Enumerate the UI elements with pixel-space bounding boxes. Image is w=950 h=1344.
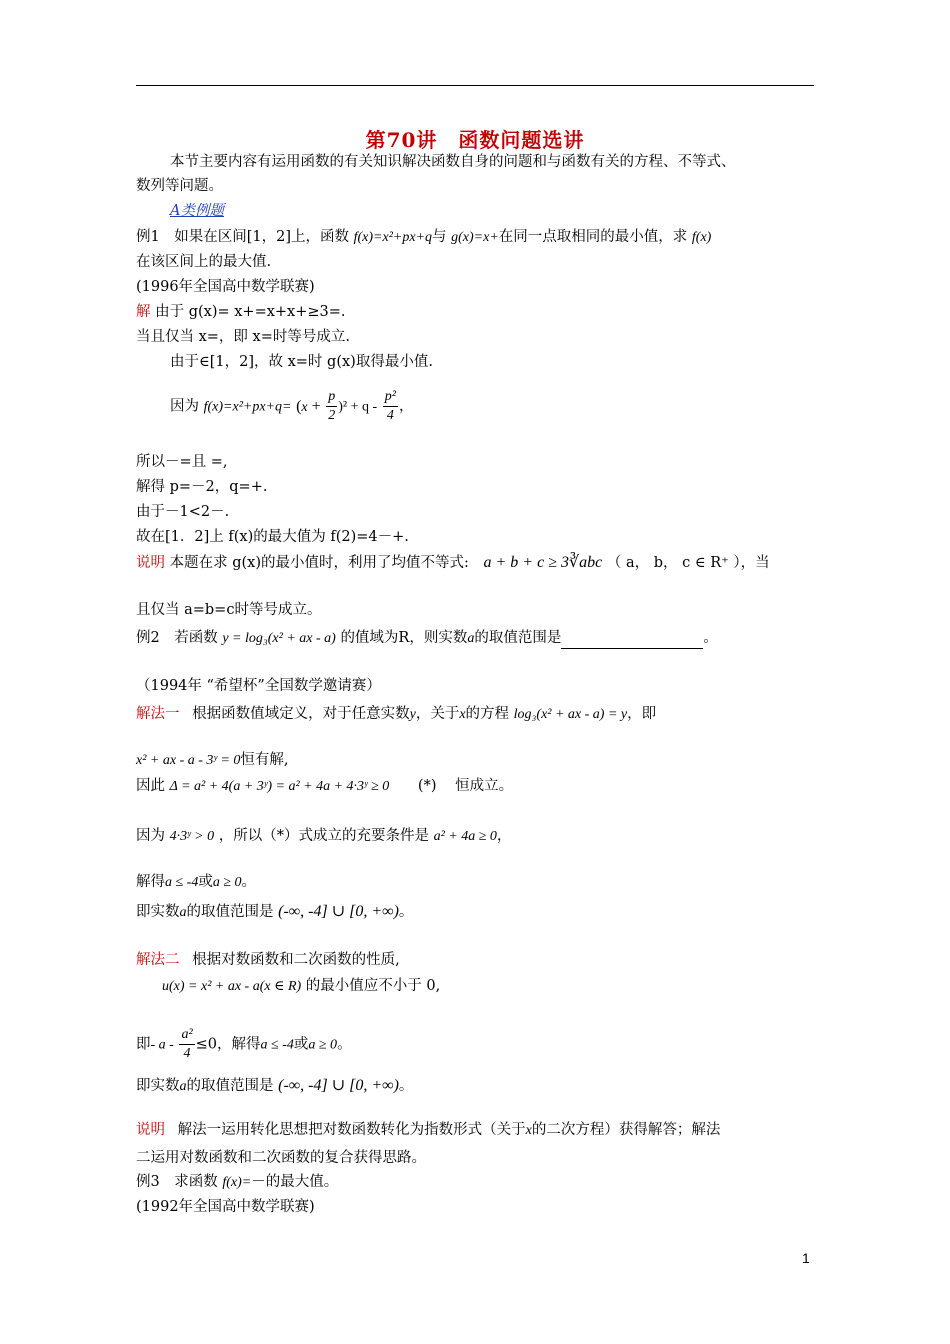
- ex1-solution-6: 解得 p=－2，q=+.: [136, 479, 268, 495]
- method2-label: 解法二: [136, 952, 180, 968]
- ex1-line-2: 在该区间上的最大值.: [136, 254, 272, 270]
- ex1-source: (1996年全国高中数学联赛): [136, 279, 315, 295]
- note-label-2: 说明: [136, 1122, 165, 1138]
- fraction-p-over-2: $\frac{p}{2}$: [328, 389, 336, 423]
- ex1-note-2: 且仅当 a=b=c时等号成立。: [136, 602, 322, 618]
- ex1-solution-1: 解 由于 g(x)= x+=x+x+≥3=.: [136, 304, 346, 320]
- intro-line-1: 本节主要内容有运用函数的有关知识解决函数自身的问题和与函数有关的方程、不等式、: [170, 154, 736, 170]
- fraction-a2-over-4: $\frac{\text{a²}}{4}$: [181, 1027, 193, 1061]
- fraction-p2-over-4: $\frac{\text{p²}}{4}$: [384, 389, 396, 423]
- ex2-source: （1994年 “希望杯”全国数学邀请赛）: [136, 678, 381, 694]
- ex2-method1-line-2: x² + ax - a - 3ʸ = 0恒有解,: [136, 752, 289, 768]
- section-a-link[interactable]: [170, 201, 224, 221]
- ex2-method1-line-6: 即实数a的取值范围是 (-∞, -4] ∪ [0, +∞)。: [136, 903, 414, 920]
- ex1-solution-3: 由于∈[1，2]，故 x=时 g(x)取得最小值.: [170, 354, 433, 370]
- ex1-note: 说明 本题在求 g(x)的最小值时，利用了均值不等式: a + b + c ≥ 3∛abc （ a， b， c ∈ R⁺ ），当: [136, 554, 770, 571]
- ex1-solution-7: 由于－1<2－.: [136, 504, 230, 520]
- section-a-text[interactable]: A类例题: [170, 203, 224, 219]
- intro-line-2: 数列等问题。: [136, 178, 223, 194]
- ex2-note-2: 二运用对数函数和二次函数的复合获得思路。: [136, 1150, 426, 1166]
- ex1-line-1: 例1 如果在区间[1，2]上，函数 f(x)=x²+px+q与 g(x)=x+在同一点取相同的最小值，求 f(x): [136, 229, 712, 245]
- ex2-method2-line-3: 即- a - $\frac{\text{a²}}{4}$ ≤0，解得a ≤ -4或a ≥ 0。: [136, 1027, 352, 1061]
- page-number: 1: [802, 1250, 810, 1266]
- ex2-method1-line-4: 因为 4·3ʸ > 0 ，所以（*）式成立的充要条件是 a² + 4a ≥ 0，: [136, 828, 512, 844]
- ex2-note: 说明 解法一运用转化思想把对数函数转化为指数形式（关于x的二次方程）获得解答；解法: [136, 1122, 721, 1138]
- page-title: 第70讲 函数问题选讲: [365, 128, 585, 152]
- header-rule: [136, 85, 814, 86]
- method1-label: 解法一: [136, 706, 180, 722]
- ex1-solution-4: 因为 f(x)=x²+px+q= (x + $\frac{p}{2}$ )² + q - $\frac{\text{p²}}{4}$ ，: [170, 389, 414, 423]
- log-function: y = log₃(x² + ax - a): [222, 631, 336, 646]
- ex3-line-1: 例3 求函数 f(x)=－的最大值。: [136, 1174, 339, 1190]
- ex2-method1-line-3: 因此 Δ = a² + 4(a + 3ʸ) = a² + 4a + 4·3ʸ ≥ 0 (*) 恒成立。: [136, 778, 514, 794]
- ex2-method2-line-2: u(x) = x² + ax - a(x ∈ R) 的最小值应不小于 0,: [162, 978, 441, 994]
- ex2-method2-line-1: 解法二 根据对数函数和二次函数的性质,: [136, 952, 400, 968]
- ex2-line-1: 例2 若函数 y = log₃(x² + ax - a) 的值域为R，则实数a的取值范围是 。: [136, 628, 718, 649]
- note-label: 说明: [136, 555, 165, 571]
- ex1-solution-5: 所以－=且 =,: [136, 454, 228, 470]
- ex2-method1-line-1: 解法一 根据函数值域定义，对于任意实数y，关于x的方程 log₃(x² + ax - a) = y，即: [136, 706, 657, 722]
- answer-blank: [561, 634, 703, 649]
- ex1-solution-2: 当且仅当 x=，即 x=时等号成立.: [136, 329, 350, 345]
- ex3-source: (1992年全国高中数学联赛): [136, 1199, 315, 1215]
- ex2-method2-line-4: 即实数a的取值范围是 (-∞, -4] ∪ [0, +∞)。: [136, 1077, 414, 1094]
- solution-label: 解: [136, 304, 151, 320]
- ex1-solution-8: 故在[1．2]上 f(x)的最大值为 f(2)=4－+.: [136, 529, 409, 545]
- ex2-method1-line-5: 解得a ≤ -4或a ≥ 0。: [136, 874, 257, 890]
